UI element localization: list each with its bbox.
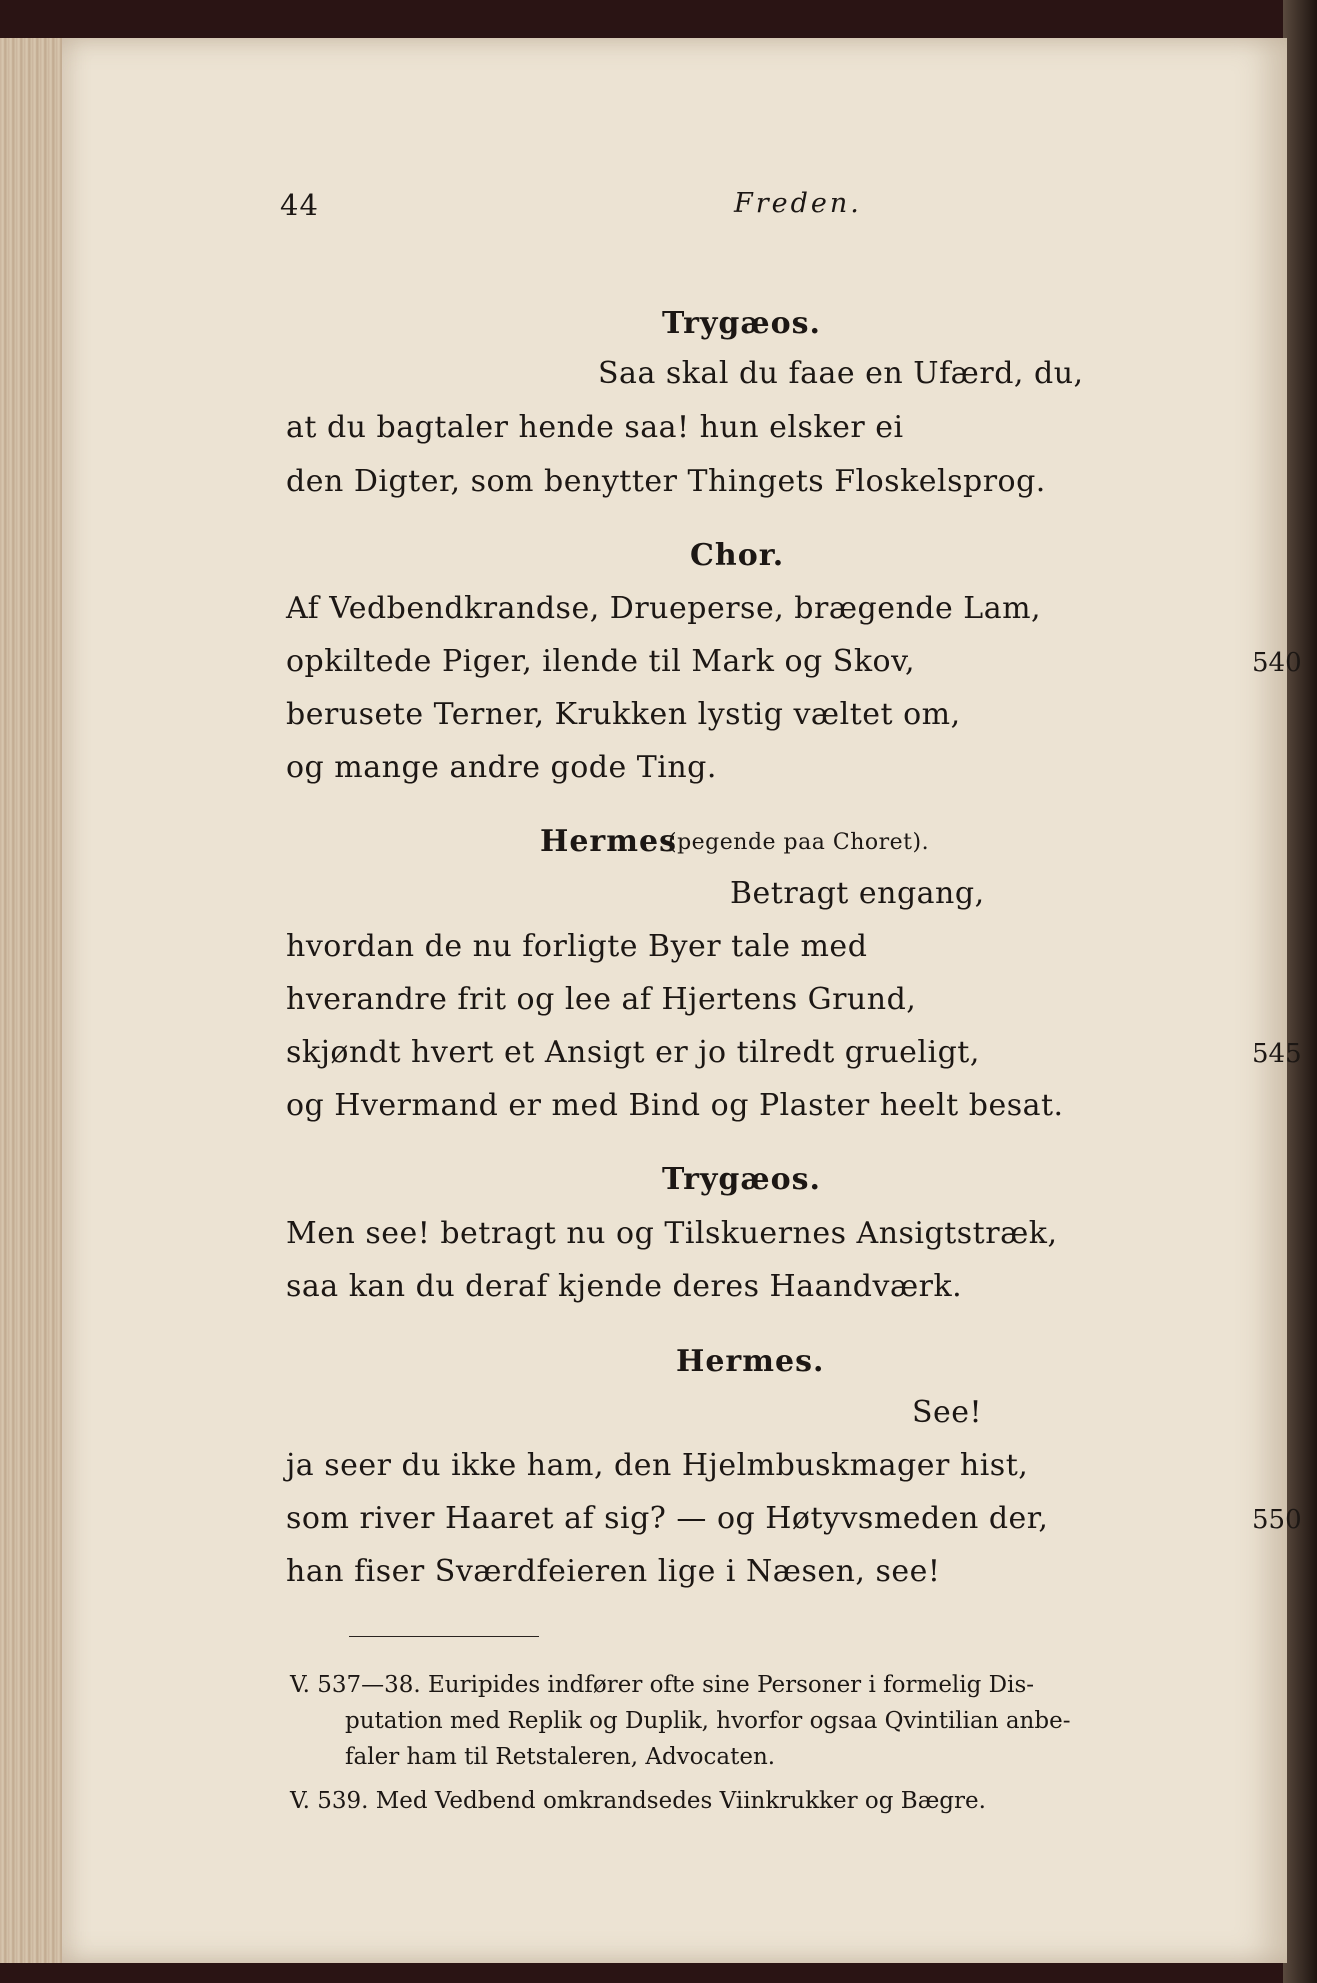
verse-line: han fiser Sværdfeieren lige i Næsen, see! (286, 1554, 941, 1589)
verse-line: den Digter, som benytter Thingets Floskelsprog. (286, 464, 1046, 499)
speaker-hermes: Hermes. (676, 1344, 825, 1379)
verse-line: berusete Terner, Krukken lystig væltet om, (286, 697, 961, 732)
verse-line: ja seer du ikke ham, den Hjelmbuskmager hist, (286, 1448, 1029, 1483)
speaker-trygaeos: Trygæos. (662, 1162, 821, 1197)
verse-line: Af Vedbendkrandse, Drueperse, brægende Lam, (286, 591, 1042, 626)
book-page-edges (0, 38, 67, 1963)
line-number: 545 (1252, 1039, 1302, 1069)
running-title: Freden. (734, 188, 862, 219)
verse-line: See! (912, 1395, 983, 1430)
verse-line: som river Haaret af sig? — og Høtyvsmeden der, (286, 1501, 1049, 1536)
verse-line: Betragt engang, (730, 876, 985, 911)
stage-direction: (pegende paa Choret). (668, 830, 930, 855)
verse-line: og Hvermand er med Bind og Plaster heelt besat. (286, 1088, 1064, 1123)
verse-line: og mange andre gode Ting. (286, 750, 717, 785)
page-number: 44 (280, 188, 319, 222)
verse-line: at du bagtaler hende saa! hun elsker ei (286, 410, 904, 445)
verse-line: hverandre frit og lee af Hjertens Grund, (286, 982, 917, 1017)
footnote-line: V. 537—38. Euripides indfører ofte sine Personer i formelig Dis- (290, 1672, 1035, 1698)
footnote-line: putation med Replik og Duplik, hvorfor ogsaa Qvintilian anbe- (345, 1708, 1071, 1734)
speaker-chor: Chor. (690, 538, 785, 573)
book-spine (1283, 0, 1317, 1983)
verse-line: Saa skal du faae en Ufærd, du, (598, 356, 1084, 391)
speaker-trygaeos: Trygæos. (662, 306, 821, 341)
verse-line: skjøndt hvert et Ansigt er jo tilredt grueligt, (286, 1035, 980, 1070)
speaker-hermes: Hermes (540, 824, 677, 859)
footnote-line: faler ham til Retstaleren, Advocaten. (345, 1744, 776, 1770)
verse-line: Men see! betragt nu og Tilskuernes Ansigtstræk, (286, 1216, 1058, 1251)
verse-line: hvordan de nu forligte Byer tale med (286, 929, 868, 964)
verse-line: saa kan du deraf kjende deres Haandværk. (286, 1269, 963, 1304)
line-number: 540 (1252, 648, 1302, 678)
footnote-divider (349, 1636, 539, 1637)
verse-line: opkiltede Piger, ilende til Mark og Skov, (286, 644, 916, 679)
footnote-line: V. 539. Med Vedbend omkrandsedes Viinkrukker og Bægre. (290, 1788, 986, 1814)
book-page (62, 38, 1302, 1963)
line-number: 550 (1252, 1505, 1302, 1535)
